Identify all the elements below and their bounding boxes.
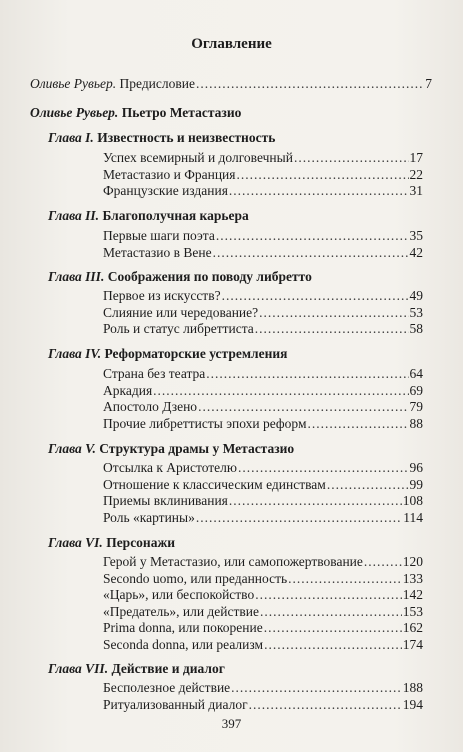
toc-entry: Слияние или чередование? ..... 53 [103,305,423,321]
toc-entry: «Предатель», или действие ..... 153 [103,604,423,620]
preface-label: Предисловие [119,76,195,91]
toc-entry: Герой у Метастазио, или самопожертвование ..... 120 [103,554,423,570]
chapter-heading-7 [48,661,225,677]
chapter-number: Глава V. [48,441,96,456]
page-number: 397 [221,716,242,731]
chapter-heading-4 [48,346,287,362]
toc-entry: Отсылка к Аристотелю ..... 96 [103,460,423,476]
toc-entry: Французские издания ..... 31 [103,183,423,199]
toc-entry: Апостоло Дзено ..... 79 [103,399,423,415]
toc-entry: Аркадия ..... 69 [103,383,423,399]
toc-entry: Роль «картины» ..... 114 [103,510,423,526]
toc-entry-preface [30,76,432,92]
chapter-title: Персонажи [106,535,176,550]
toc-entry: Первое из искусств? ..... 49 [103,288,423,304]
toc-entry: Отношение к классическим единствам ..... 99 [103,477,423,493]
chapter-heading-5 [48,441,294,457]
chapter-number: Глава III. [48,269,105,284]
chapter-title: Известность и неизвестность [97,130,276,145]
chapter-number: Глава IV. [48,346,102,361]
toc-entry: Метастазио в Вене ..... 42 [103,245,423,261]
toc-entry: Страна без театра ..... 64 [103,366,423,382]
chapter-number: Глава VII. [48,661,109,676]
preface-page: 7 [425,76,432,91]
preface-author: Оливье Рувьер. [30,76,117,91]
toc-entry: Seconda donna, или реализм ..... 174 [103,637,423,653]
chapter-heading-6 [48,535,175,551]
toc-entry: Ритуализованный диалог ..... 194 [103,697,423,713]
chapter-heading-2 [48,208,249,224]
chapter-title: Структура драмы у Метастазио [99,441,295,456]
chapter-title: Благополучная карьера [102,208,249,223]
chapter-number: Глава II. [48,208,100,223]
part-author: Оливье Рувьер. [30,105,119,120]
chapter-number: Глава VI. [48,535,103,550]
toc-entry: Успех всемирный и долговечный ..... 17 [103,150,423,166]
toc-entry: Secondo uomo, или преданность ..... 133 [103,571,423,587]
leader-dots [196,76,424,92]
toc-entry: Приемы вклинивания ..... 108 [103,493,423,509]
chapter-title: Действие и диалог [111,661,225,676]
chapter-title: Реформаторские устремления [104,346,288,361]
toc-entry: Бесполезное действие ..... 188 [103,680,423,696]
chapter-heading-1 [48,130,275,146]
toc-entry: Prima donna, или покорение ..... 162 [103,620,423,636]
page-title: Оглавление [191,36,272,52]
chapter-number: Глава I. [48,130,94,145]
toc-entry: Прочие либреттисты эпохи реформ ..... 88 [103,416,423,432]
part-label: Пьетро Метастазио [121,105,242,120]
part-heading [30,105,241,121]
toc-entry: Метастазио и Франция ..... 22 [103,167,423,183]
chapter-heading-3 [48,269,312,285]
toc-entry: Первые шаги поэта ..... 35 [103,228,423,244]
toc-entry: «Царь», или беспокойство ..... 142 [103,587,423,603]
toc-entry: Роль и статус либреттиста ..... 58 [103,321,423,337]
chapter-title: Соображения по поводу либретто [107,269,312,284]
